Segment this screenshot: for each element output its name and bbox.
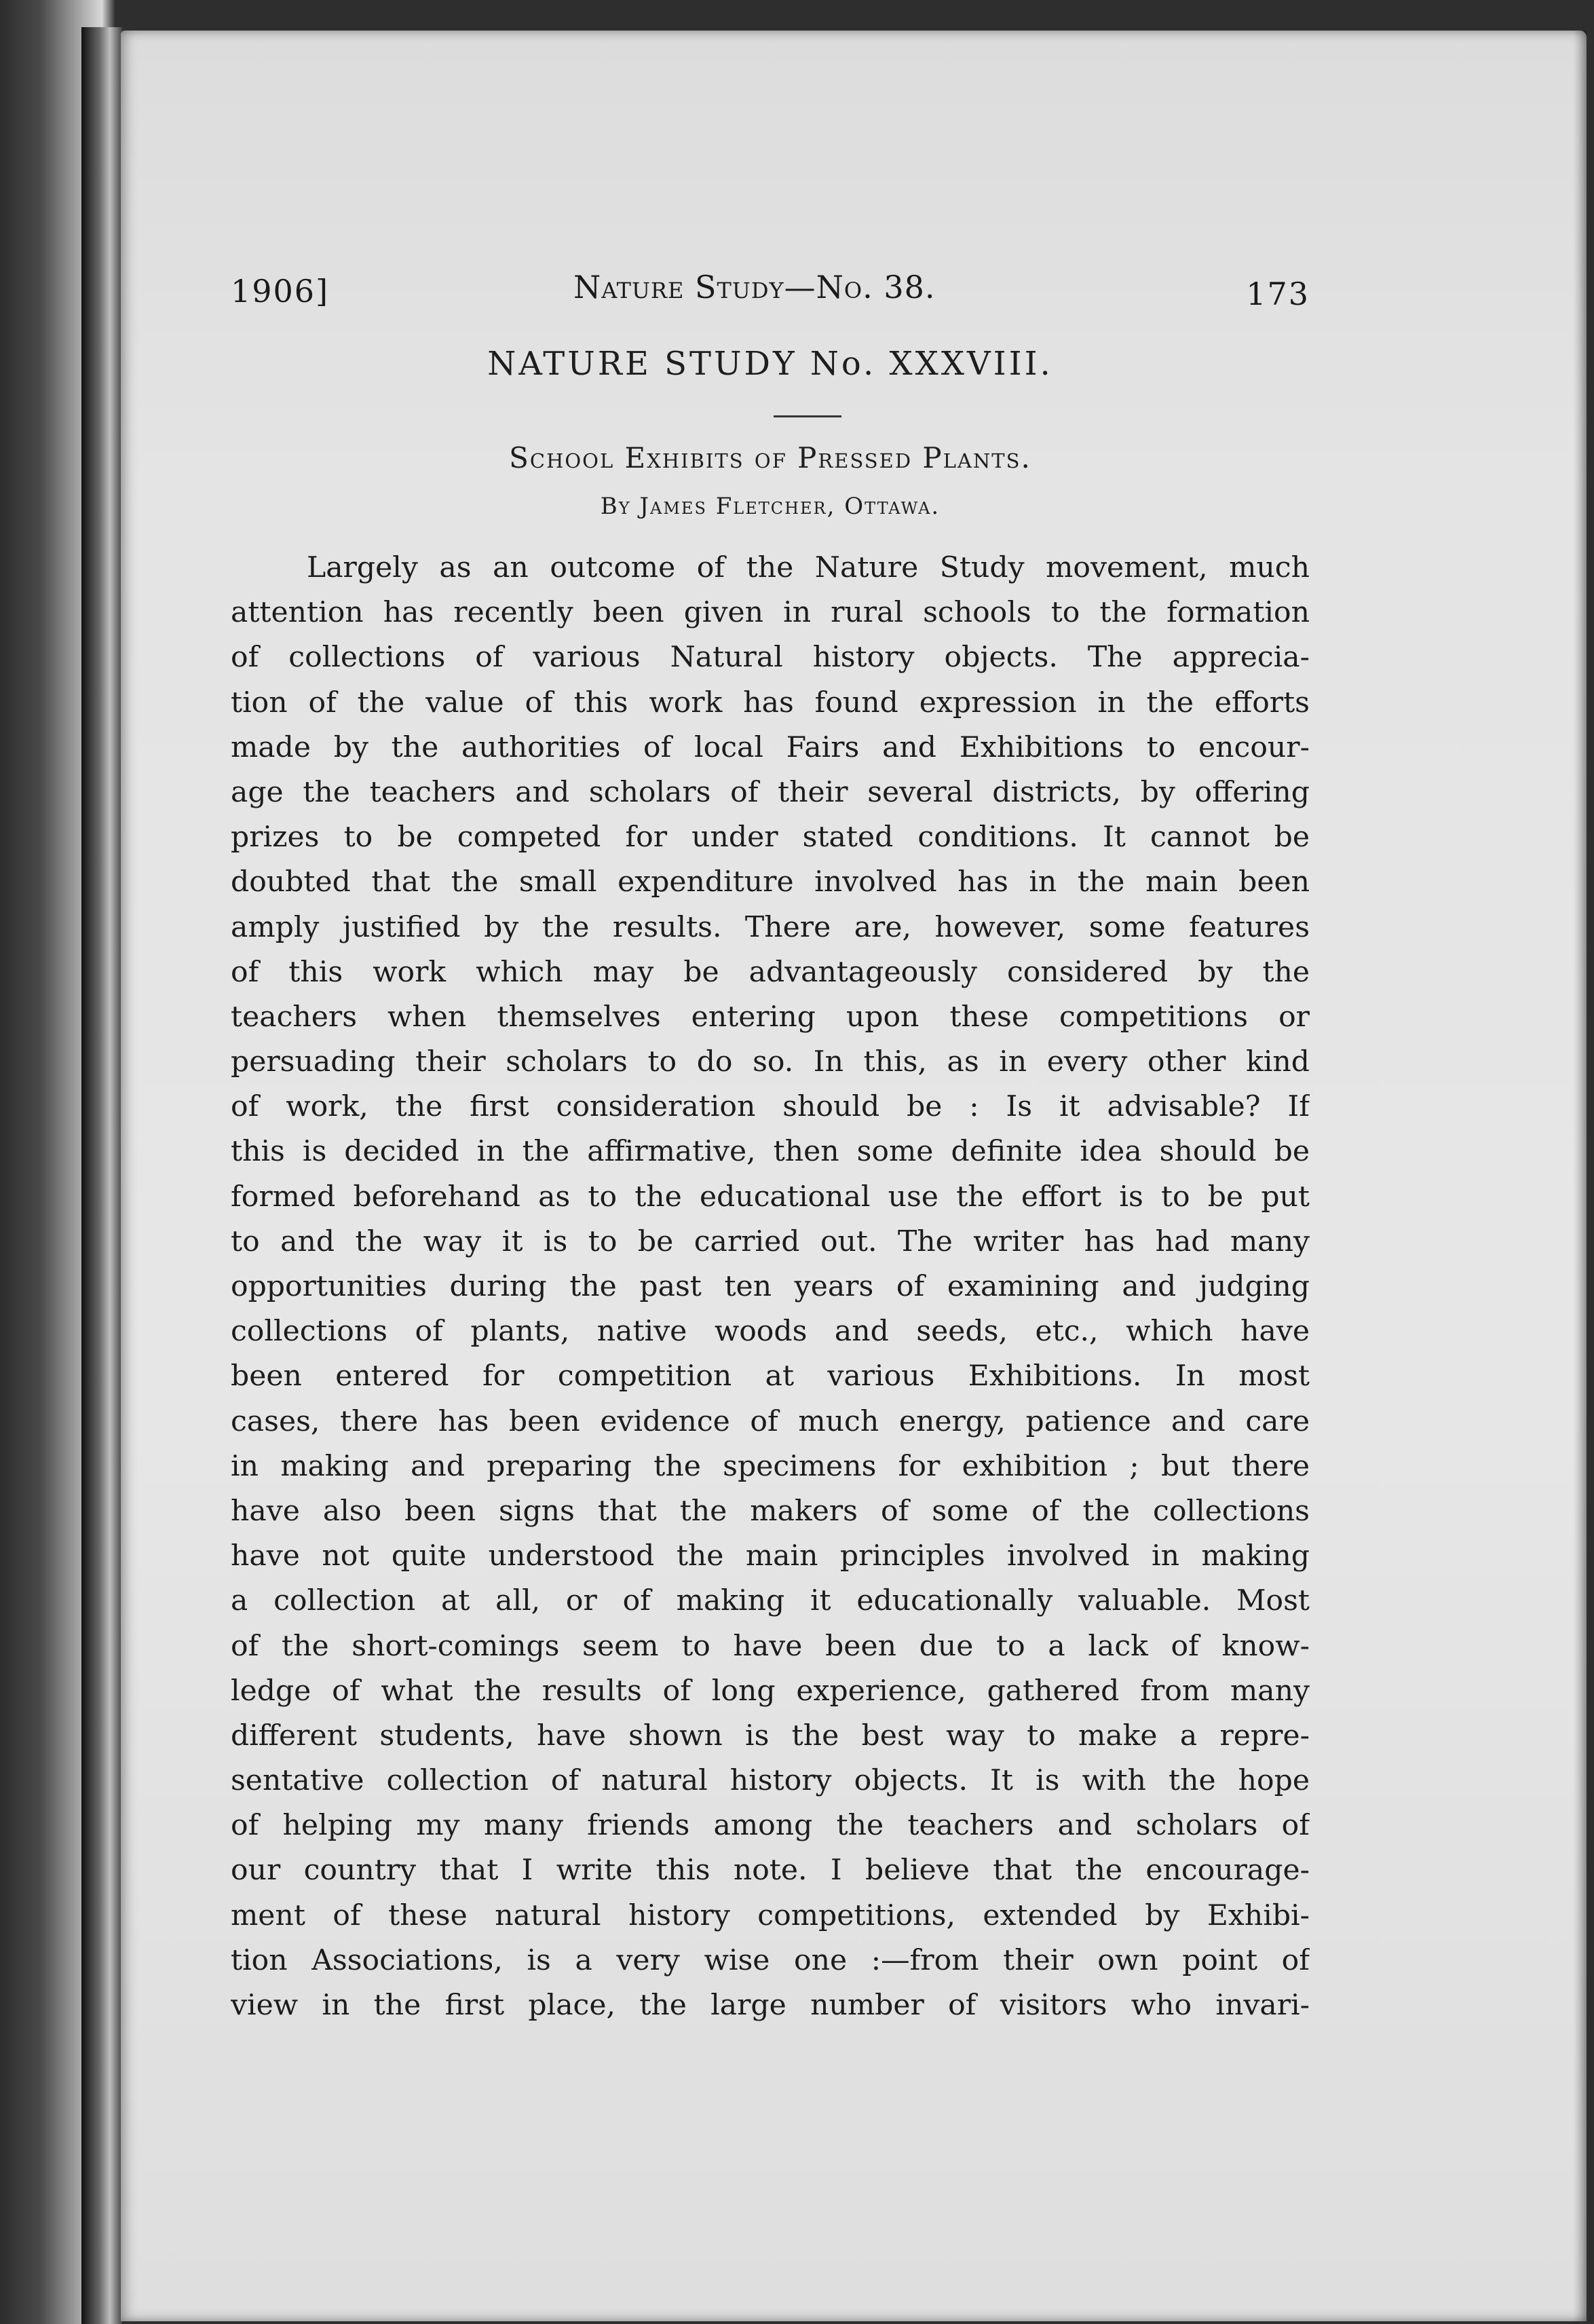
body-line: of helping my many friends among the teachers and scholars of [231,1809,1310,1843]
body-line: cases, there has been evidence of much energy, patience and care [231,1404,1310,1438]
body-line: of work, the first consideration should be : Is it advisable? If [231,1090,1310,1124]
body-line: of this work which may be advantageously considered by the [231,955,1310,989]
body-line: made by the authorities of local Fairs and Exhibitions to encour- [231,730,1310,764]
article-byline: By James Fletcher, Ottawa. [600,493,941,520]
body-line: view in the first place, the large number of visitors who invari- [231,1989,1310,2022]
title-divider [774,415,841,417]
page-edge-shadow [1573,31,1587,2321]
body-line: this is decided in the affirmative, then some definite idea should be [231,1135,1310,1169]
article-title: NATURE STUDY No. XXXVIII. [487,345,1053,383]
body-line: tion of the value of this work has found expression in the efforts [231,686,1310,719]
header-year: 1906] [231,273,330,310]
body-line: a collection at all, or of making it educationally valuable. Most [231,1584,1310,1618]
body-line: opportunities during the past ten years of examining and judging [231,1270,1310,1303]
article-body [231,546,1310,2028]
page-number: 173 [1246,276,1310,312]
body-line: amply justified by the results. There are, however, some features [231,910,1310,944]
body-line: have also been signs that the makers of some of the collections [231,1494,1310,1528]
book-binding [81,27,122,2324]
body-line: persuading their scholars to do so. In this, as in every other kind [231,1045,1310,1079]
body-line: doubted that the small expenditure involved has in the main been [231,865,1310,899]
body-line: formed beforehand as to the educational use the effort is to be put [231,1180,1310,1214]
body-line: to and the way it is to be carried out. The writer has had many [231,1224,1310,1258]
body-line: prizes to be competed for under stated conditions. It cannot be [231,821,1310,855]
body-line: attention has recently been given in rural schools to the formation [231,596,1310,630]
body-line: of the short-comings seem to have been due to a lack of know- [231,1629,1310,1663]
body-line: different students, have shown is the best way to make a repre- [231,1719,1310,1753]
body-line: collections of plants, native woods and seeds, etc., which have [231,1315,1310,1349]
body-line: ment of these natural history competitions, extended by Exhibi- [231,1898,1310,1932]
body-line: ledge of what the results of long experience, gathered from many [231,1674,1310,1708]
body-line: have not quite understood the main principles involved in making [231,1539,1310,1573]
body-line: age the teachers and scholars of their several districts, by offering [231,775,1310,809]
body-line: been entered for competition at various Exhibitions. In most [231,1360,1310,1393]
body-line: our country that I write this note. I believe that the encourage- [231,1854,1310,1888]
body-line: Largely as an outcome of the Nature Study movement, much [307,551,1310,584]
body-line: of collections of various Natural history objects. The apprecia- [231,641,1310,675]
body-line: in making and preparing the specimens for exhibition ; but there [231,1449,1310,1483]
body-line: teachers when themselves entering upon these competitions or [231,1000,1310,1034]
body-line: sentative collection of natural history objects. It is with the hope [231,1764,1310,1798]
article-subtitle: School Exhibits of Pressed Plants. [509,441,1031,474]
body-line: tion Associations, is a very wise one :—from their own point of [231,1943,1310,1977]
header-title: Nature Study—No. 38. [573,269,936,305]
running-header [231,266,1310,320]
